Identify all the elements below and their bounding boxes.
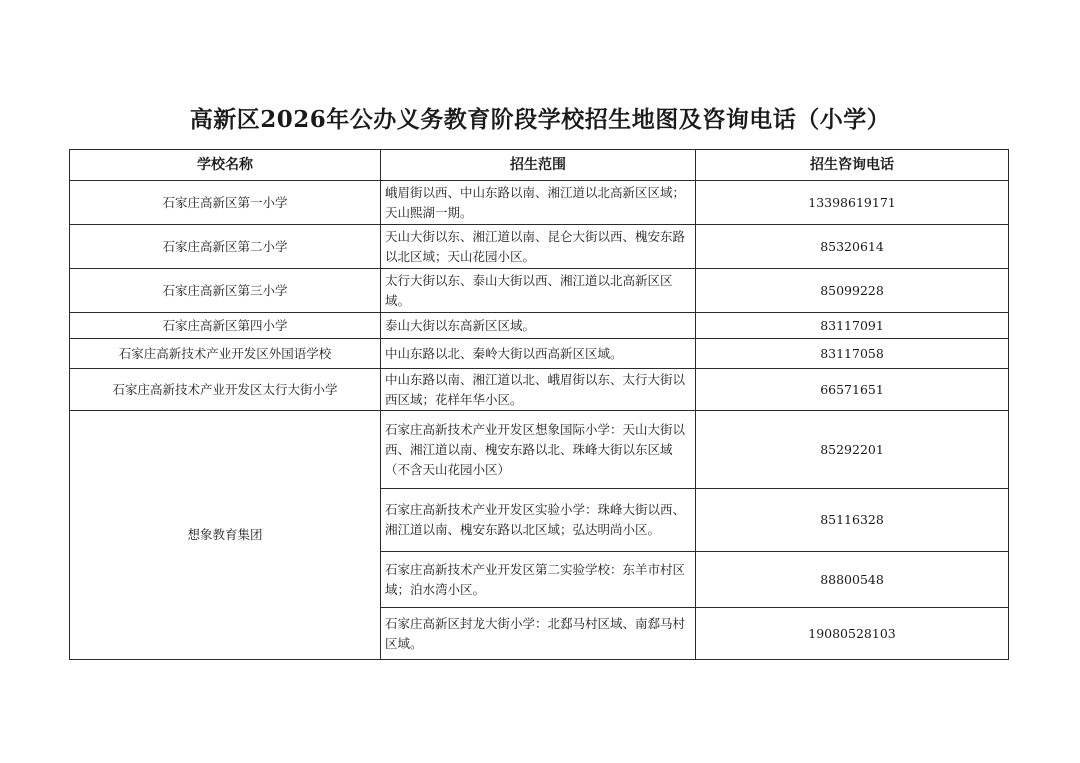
table-row (70, 369, 1009, 411)
school-name: 石家庄高新区第二小学 (70, 225, 381, 269)
enrollment-range: 天山大街以东、湘江道以南、昆仑大街以西、槐安东路以北区域；天山花园小区。 (381, 225, 696, 269)
consult-phone: 83117091 (696, 313, 1009, 339)
consult-phone: 85116328 (696, 489, 1009, 552)
table-row (70, 313, 1009, 339)
school-name: 石家庄高新技术产业开发区太行大街小学 (70, 369, 381, 411)
enrollment-range: 太行大街以东、泰山大街以西、湘江道以北高新区区域。 (381, 269, 696, 313)
table-row (70, 411, 1009, 489)
page-title: 高新区2026年公办义务教育阶段学校招生地图及咨询电话（小学） (189, 106, 891, 133)
group-school-name: 想象教育集团 (70, 411, 381, 660)
table-row (70, 269, 1009, 313)
header-enrollment-range: 招生范围 (381, 150, 696, 181)
header-school-name: 学校名称 (70, 150, 381, 181)
enrollment-range: 泰山大街以东高新区区域。 (381, 313, 696, 339)
consult-phone: 88800548 (696, 552, 1009, 608)
header-consult-phone: 招生咨询电话 (696, 150, 1009, 181)
consult-phone: 85099228 (696, 269, 1009, 313)
consult-phone: 19080528103 (696, 608, 1009, 660)
enrollment-range: 中山东路以北、秦岭大街以西高新区区域。 (381, 339, 696, 369)
school-name: 石家庄高新区第一小学 (70, 181, 381, 225)
enrollment-range: 石家庄高新技术产业开发区第二实验学校：东羊市村区域；泊水湾小区。 (381, 552, 696, 608)
enrollment-range: 峨眉街以西、中山东路以南、湘江道以北高新区区域；天山熙湖一期。 (381, 181, 696, 225)
enrollment-table (69, 149, 1009, 660)
school-name: 石家庄高新区第四小学 (70, 313, 381, 339)
table-row (70, 339, 1009, 369)
consult-phone: 83117058 (696, 339, 1009, 369)
table-row (70, 181, 1009, 225)
enrollment-range: 石家庄高新区封龙大街小学：北郄马村区域、南郄马村区域。 (381, 608, 696, 660)
school-name: 石家庄高新区第三小学 (70, 269, 381, 313)
consult-phone: 13398619171 (696, 181, 1009, 225)
consult-phone: 85292201 (696, 411, 1009, 489)
table-header-row (70, 150, 1009, 181)
enrollment-range: 石家庄高新技术产业开发区实验小学：珠峰大街以西、湘江道以南、槐安东路以北区域；弘达明尚小区。 (381, 489, 696, 552)
school-name: 石家庄高新技术产业开发区外国语学校 (70, 339, 381, 369)
enrollment-range: 石家庄高新技术产业开发区想象国际小学：天山大街以西、湘江道以南、槐安东路以北、珠峰大街以东区域（不含天山花园小区） (381, 411, 696, 489)
consult-phone: 85320614 (696, 225, 1009, 269)
consult-phone: 66571651 (696, 369, 1009, 411)
table-row (70, 225, 1009, 269)
enrollment-range: 中山东路以南、湘江道以北、峨眉街以东、太行大街以西区域；花样年华小区。 (381, 369, 696, 411)
